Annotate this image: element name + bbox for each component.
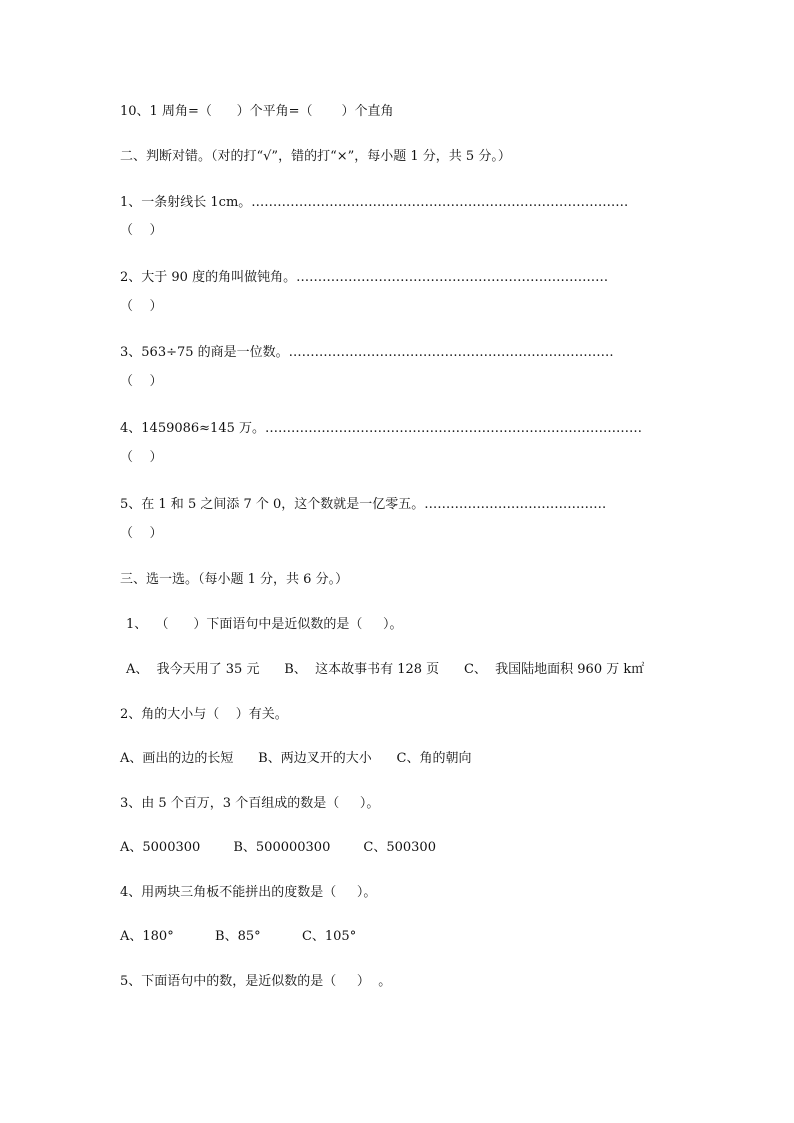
choice-q2-options: A、画出的边的长短 B、两边叉开的大小 C、角的朝向 (120, 751, 472, 766)
choice-q5: 5、下面语句中的数，是近似数的是（ ） 。 (120, 974, 392, 989)
choice-q1: 1、 （ ）下面语句中是近似数的是（ ）。 (126, 617, 403, 632)
choice-q1-options: A、 我今天用了 35 元 B、 这本故事书有 128 页 C、 我国陆地面积 960 万 k㎡ (126, 662, 645, 677)
judge-q3: 3、563÷75 的商是一位数。………………………………………………………………… (120, 345, 614, 360)
choice-q2: 2、角的大小与（ ）有关。 (120, 707, 288, 722)
judge-q4: 4、1459086≈145 万。…………………………………………………………………………… (120, 421, 643, 436)
judge-q1-answer: （ ） (120, 223, 163, 238)
choice-q4: 4、用两块三角板不能拼出的度数是（ ）。 (120, 885, 377, 900)
judge-q5: 5、在 1 和 5 之间添 7 个 0，这个数就是一亿零五。…………………………………… (120, 497, 607, 512)
judge-q1: 1、一条射线长 1cm。…………………………………………………………………………… (120, 195, 629, 210)
section-2-heading: 二、判断对错。（对的打“√”，错的打“×”，每小题 1 分，共 5 分。） (120, 149, 511, 164)
choice-q4-options: A、180° B、85° C、105° (120, 929, 357, 944)
choice-q3: 3、由 5 个百万，3 个百组成的数是（ ）。 (120, 796, 380, 811)
section-3-heading: 三、选一选。（每小题 1 分，共 6 分。） (120, 572, 349, 587)
judge-q4-answer: （ ） (120, 450, 163, 465)
q10-fill-blank: 10、1 周角=（ ）个平角=（ ）个直角 (120, 104, 394, 119)
judge-q3-answer: （ ） (120, 374, 163, 389)
judge-q2: 2、大于 90 度的角叫做钝角。……………………………………………………………… (120, 270, 609, 285)
judge-q5-answer: （ ） (120, 526, 163, 541)
choice-q3-options: A、5000300 B、500000300 C、500300 (120, 840, 436, 855)
judge-q2-answer: （ ） (120, 299, 163, 314)
